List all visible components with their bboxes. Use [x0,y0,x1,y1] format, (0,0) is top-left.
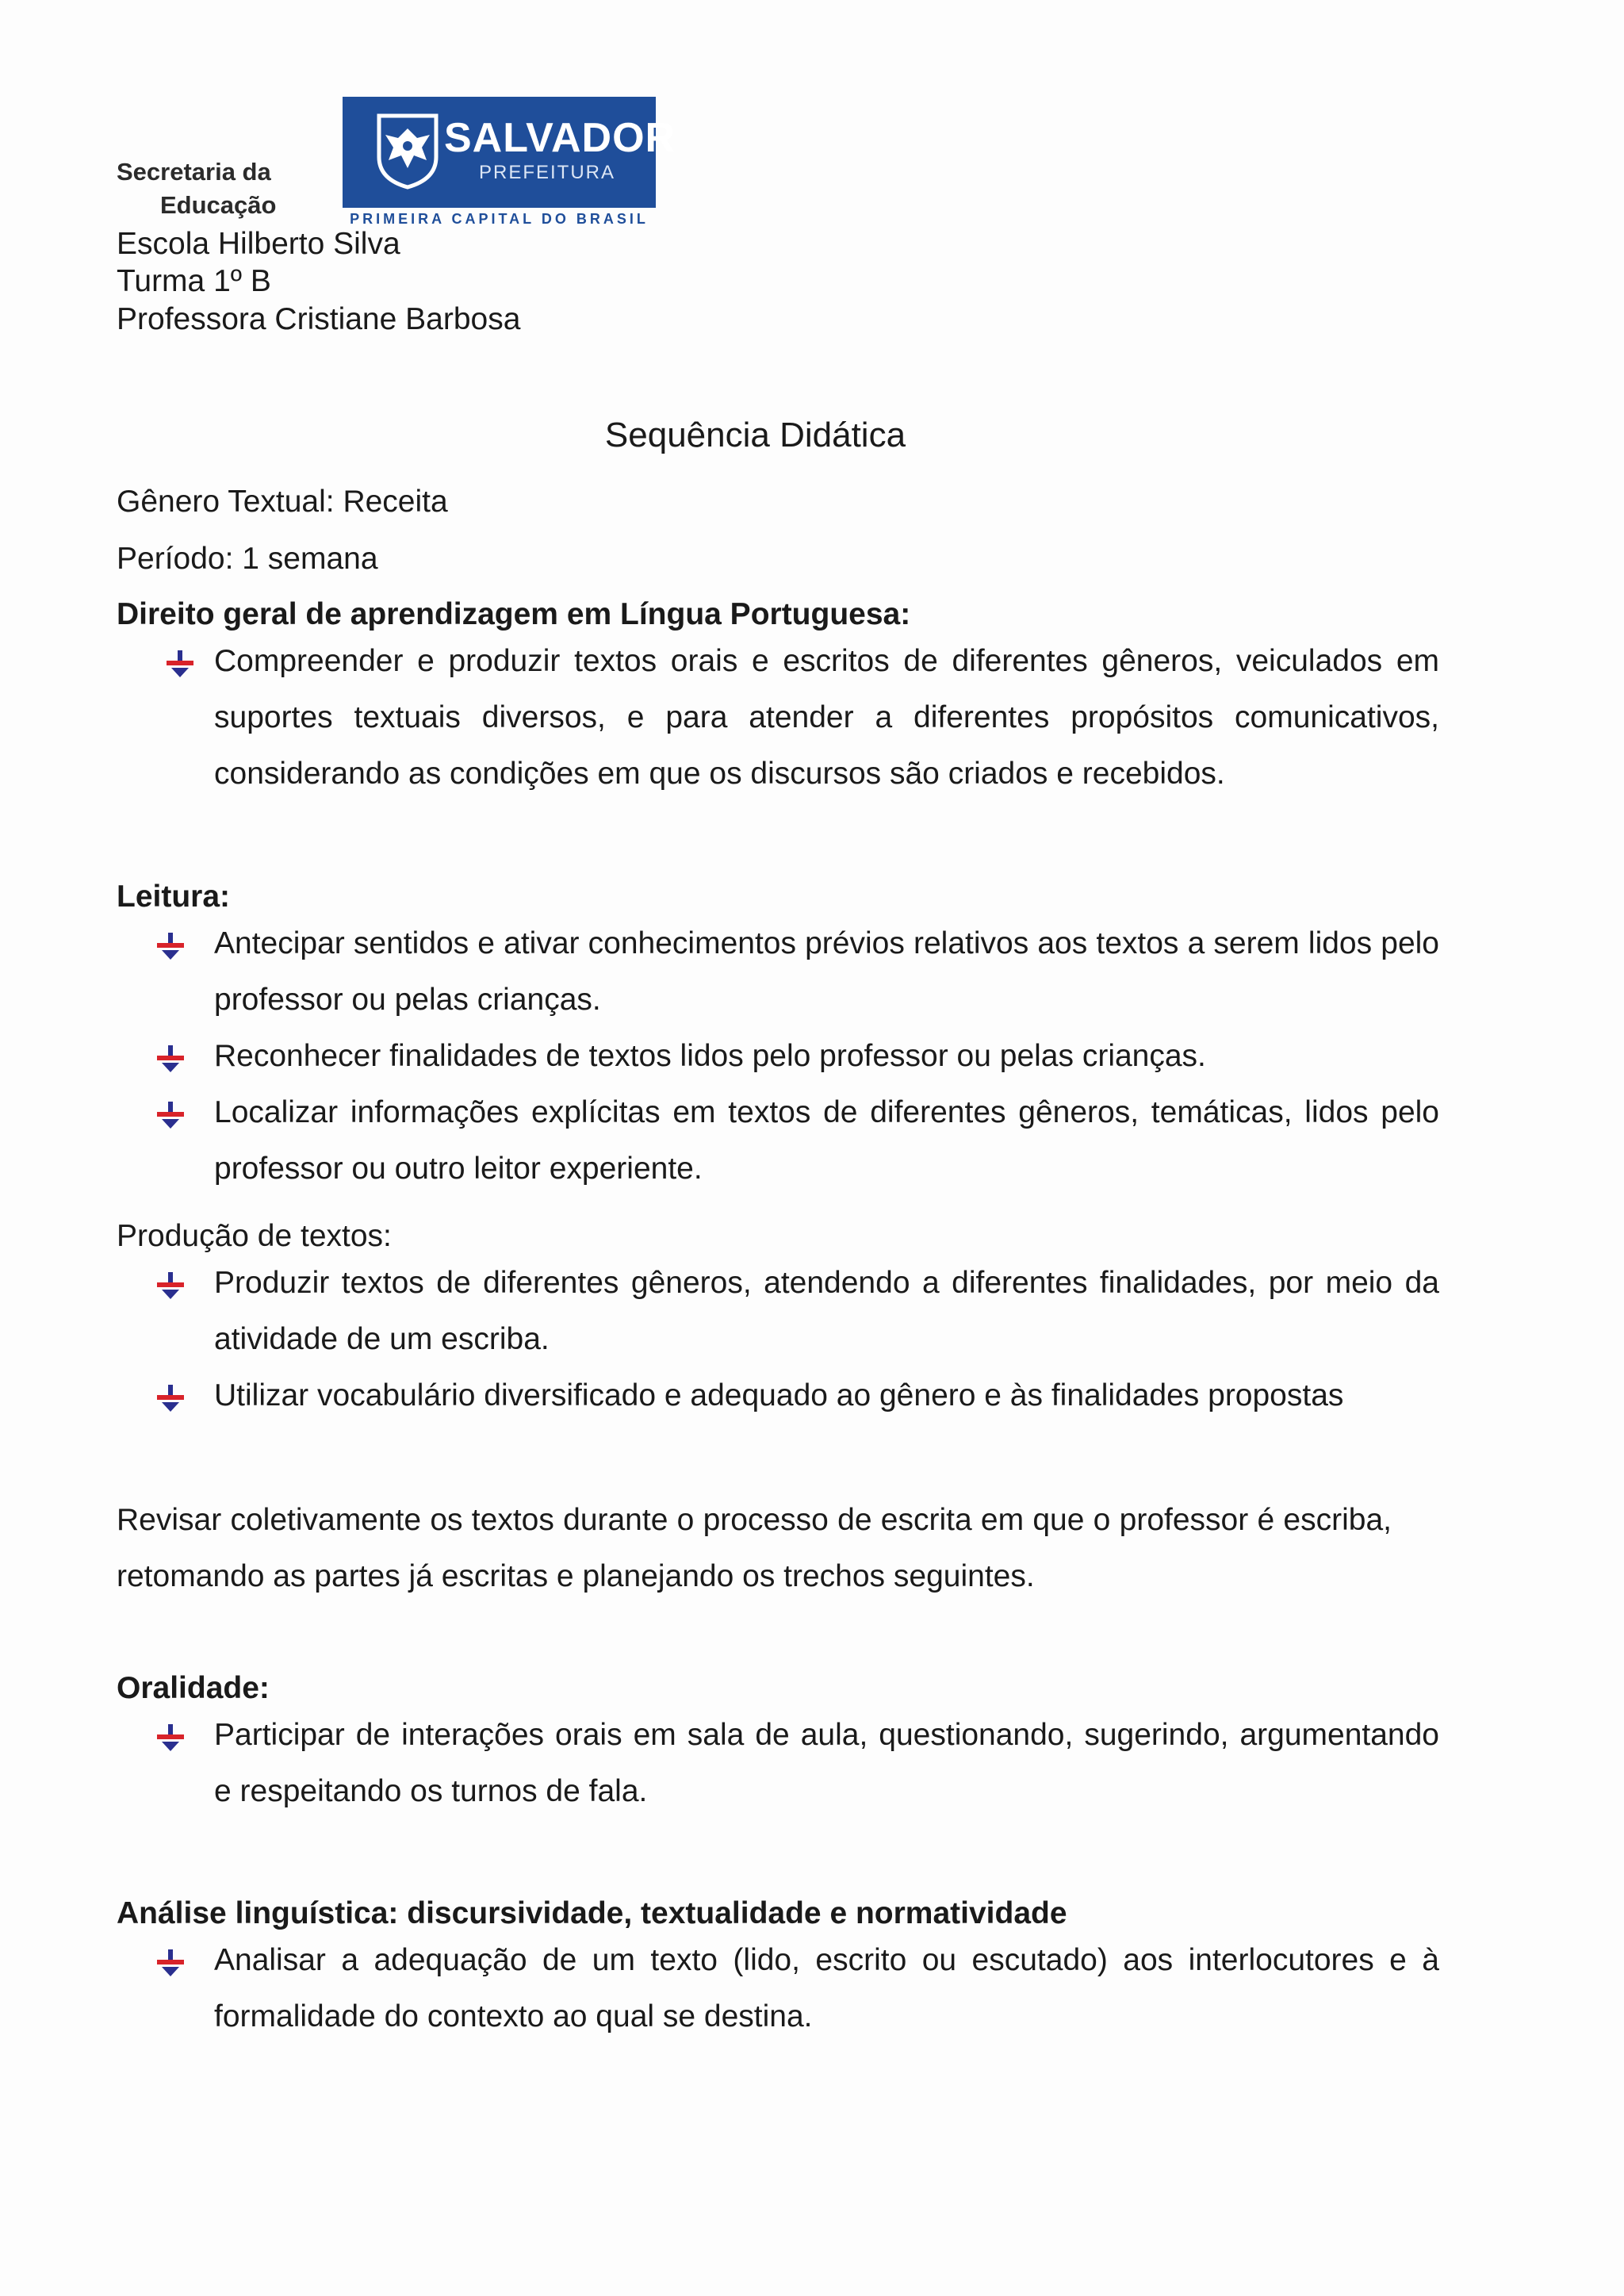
bullet-arrow-icon [167,650,193,679]
bullet-arrow-icon [157,1272,184,1301]
salvador-logo [343,97,676,208]
list-item-text: Participar de interações orais em sala de aula, questionando, sugerindo, argumentando e respeitando os turnos de fala. [214,1718,1439,1808]
direito-heading: Direito geral de aprendizagem em Língua Portuguesa: [117,597,911,631]
oralidade-heading: Oralidade: [117,1671,270,1705]
producao-heading: Produção de textos: [117,1219,392,1253]
list-item-text: Compreender e produzir textos orais e escritos de diferentes gêneros, veiculados em suportes textuais diversos, e para atender a diferentes propósitos comunicativos, considerando as condições em que os discursos são criados e recebidos. [214,644,1439,791]
analise-heading: Análise linguística: discursividade, textualidade e normatividade [117,1896,1067,1930]
bullet-arrow-icon [157,1045,184,1074]
period-line: Período: 1 semana [117,542,378,576]
leitura-heading: Leitura: [117,880,231,914]
list-item-text: Analisar a adequação de um texto (lido, escrito ou escutado) aos interlocutores e à formalidade do contexto ao qual se destina. [214,1943,1439,2033]
bullet-arrow-icon [157,1385,184,1413]
secretaria-logo [117,155,276,222]
list-item-text: Utilizar vocabulário diversificado e adequado ao gênero e às finalidades propostas [214,1378,1344,1412]
school-name: Escola Hilberto Silva [117,227,400,261]
city-sub: PREFEITURA [478,162,615,183]
bullet-arrow-icon [157,1724,184,1753]
page-title: Sequência Didática [604,416,906,454]
revisar-paragraph: Revisar coletivamente os textos durante o processo de escrita em que o professor é escriba, retomando as partes já escritas e planejando os trechos seguintes. [117,1503,1392,1593]
city-name: SALVADOR [444,115,676,161]
bullet-arrow-icon [157,1949,184,1978]
city-crest-icon [374,111,441,190]
list-item-text: Produzir textos de diferentes gêneros, atendendo a diferentes finalidades, por meio da atividade de um escriba. [214,1266,1439,1356]
city-tagline: PRIMEIRA CAPITAL DO BRASIL [350,211,649,227]
list-item-text: Antecipar sentidos e ativar conhecimentos prévios relativos aos textos a serem lidos pelo professor ou pelas crianças. [214,926,1439,1017]
secretaria-line1: Secretaria da [117,158,271,186]
bullet-arrow-icon [157,933,184,961]
list-item-text: Reconhecer finalidades de textos lidos pelo professor ou pelas crianças. [214,1039,1206,1073]
genre-line: Gênero Textual: Receita [117,485,448,519]
bullet-arrow-icon [157,1102,184,1130]
teacher-name: Professora Cristiane Barbosa [117,302,521,336]
secretaria-line2: Educação [160,191,277,219]
class-name: Turma 1º B [117,264,271,298]
list-item-text: Localizar informações explícitas em textos de diferentes gêneros, temáticas, lidos pelo professor ou outro leitor experiente. [214,1095,1439,1186]
